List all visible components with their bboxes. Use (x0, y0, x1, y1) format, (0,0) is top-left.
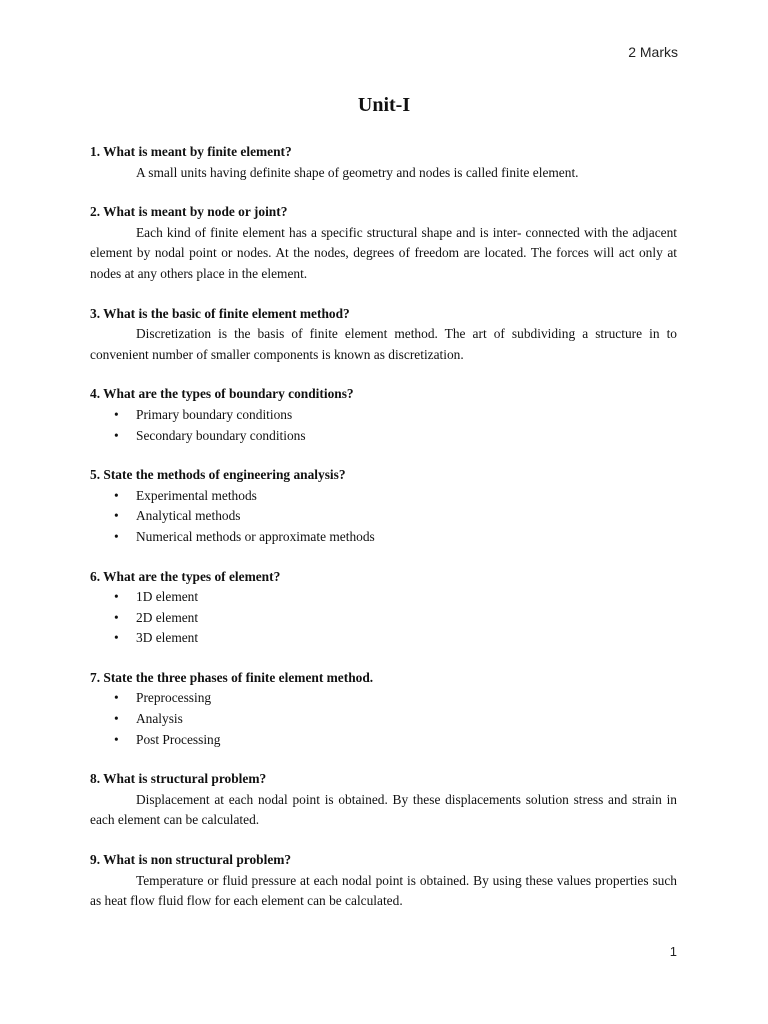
bullet-item: • Numerical methods or approximate methods (90, 527, 677, 548)
bullet-item: • Secondary boundary conditions (90, 426, 677, 447)
question-block (90, 202, 677, 284)
answer-text: Displacement at each nodal point is obtained. By these displacements solution stress and strain in each element can be calculated. (90, 791, 677, 828)
answer-text: Each kind of finite element has a specific structural shape and is inter- connected with the adjacent element by nodal point or nodes. At the nodes, degrees of freedom are located. The forces will act only at nodes at any others place in the element. (90, 224, 677, 281)
question-heading: 1. What is meant by finite element? (90, 144, 292, 159)
question-block (90, 567, 677, 649)
question-heading: 8. What is structural problem? (90, 771, 267, 787)
answer-text: A small units having definite shape of geometry and nodes is called finite element. (136, 164, 579, 180)
bullet-list (90, 486, 677, 548)
bullet-item: • Primary boundary conditions (90, 405, 677, 426)
question-block (90, 465, 677, 547)
question-block (90, 304, 677, 366)
unit-title: Unit-I (357, 94, 411, 116)
header-marks-label: 2 Marks (628, 44, 678, 60)
answer-text: Discretization is the basis of finite element method. The art of subdividing a structure in to convenient number of smaller components is known as discretization. (90, 326, 677, 362)
question-heading: 4. What are the types of boundary conditions? (90, 386, 354, 402)
bullet-list (90, 405, 677, 446)
page-number: 1 (669, 944, 677, 959)
question-block (90, 668, 677, 750)
question-block (90, 850, 677, 912)
bullet-item: • 3D element (90, 628, 677, 649)
question-block (90, 142, 677, 183)
bullet-item: • Analytical methods (90, 506, 677, 527)
bullet-item: • Analysis (90, 709, 677, 730)
question-block (90, 384, 677, 446)
question-block (90, 769, 677, 831)
bullet-list (90, 587, 677, 649)
question-heading: 9. What is non structural problem? (90, 852, 292, 868)
question-heading: 7. State the three phases of finite element method. (90, 669, 374, 685)
bullet-item: • 2D element (90, 608, 677, 629)
question-heading: 3. What is the basic of finite element method? (90, 305, 350, 321)
question-heading: 5. State the methods of engineering analysis? (90, 467, 346, 483)
bullet-list (90, 688, 677, 750)
bullet-item: • Post Processing (90, 730, 677, 751)
question-list (90, 142, 677, 931)
question-heading: 6. What are the types of element? (90, 568, 281, 584)
question-heading: 2. What is meant by node or joint? (90, 204, 288, 220)
answer-text: Temperature or fluid pressure at each nodal point is obtained. By using these values properties such as heat flow fluid flow for each element can be calculated. (90, 872, 677, 909)
bullet-item: • 1D element (90, 587, 677, 608)
bullet-item: • Experimental methods (90, 486, 677, 507)
bullet-item: • Preprocessing (90, 688, 677, 709)
